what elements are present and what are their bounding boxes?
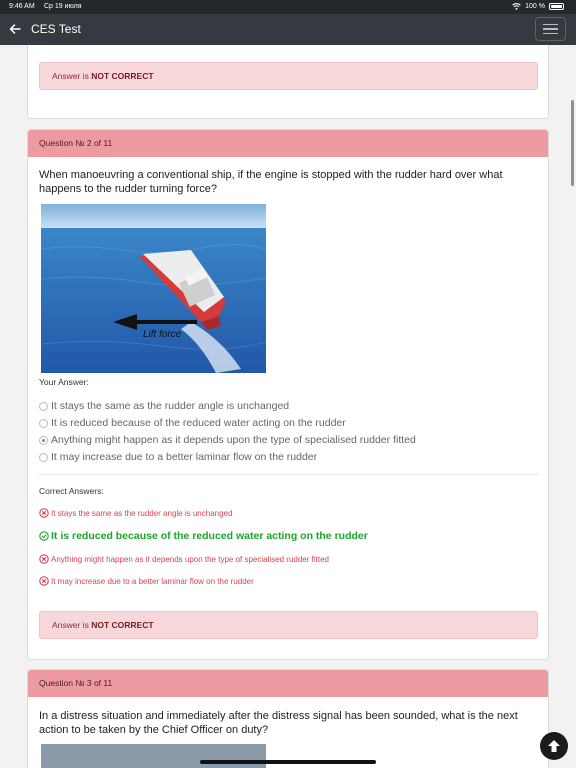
option-text: It may increase due to a better laminar flow on the rudder xyxy=(51,451,318,463)
answer-text: It is reduced because of the reduced water acting on the rudder xyxy=(51,530,368,542)
question-card-1 xyxy=(27,45,549,119)
answer-text: Anything might happen as it depends upon the type of specialised rudder fitted xyxy=(51,554,329,564)
option-2[interactable] xyxy=(39,416,346,430)
x-circle-icon xyxy=(39,554,49,564)
correct-answers-label: Correct Answers: xyxy=(39,486,104,496)
question-image xyxy=(41,744,266,768)
answer-item-wrong xyxy=(39,554,329,564)
question-text: When manoeuvring a conventional ship, if the engine is stopped with the rudder hard over what happens to the rudder turning force? xyxy=(39,169,503,195)
answer-item-correct xyxy=(39,530,368,542)
answer-text: It may increase due to a better laminar flow on the rudder xyxy=(51,576,254,586)
result-alert xyxy=(39,62,538,90)
answer-text: It stays the same as the rudder angle is unchanged xyxy=(51,508,233,518)
scrollbar[interactable] xyxy=(571,100,574,186)
x-circle-icon xyxy=(39,576,49,586)
home-indicator xyxy=(200,760,376,764)
check-circle-icon xyxy=(39,531,49,541)
option-1[interactable] xyxy=(39,399,289,413)
divider xyxy=(39,474,538,475)
back-arrow-icon[interactable] xyxy=(8,22,22,36)
option-text: It is reduced because of the reduced water acting on the rudder xyxy=(51,417,346,429)
answer-item-wrong xyxy=(39,508,232,518)
question-text: In a distress situation and immediately after the distress signal has been sounded, what is the next action to be taken by the Chief Officer on duty? xyxy=(39,710,518,736)
question-header: Question № 3 of 11 xyxy=(28,670,548,697)
top-navbar xyxy=(0,14,576,45)
ship-rudder-illustration xyxy=(41,204,266,373)
radio-button[interactable] xyxy=(39,453,48,462)
page-title: CES Test xyxy=(31,22,81,36)
hamburger-icon xyxy=(543,24,558,26)
battery-icon xyxy=(549,3,564,10)
x-circle-icon xyxy=(39,508,49,518)
radio-button[interactable] xyxy=(39,402,48,411)
result-prefix: Answer is xyxy=(52,620,92,630)
scroll-to-top-button[interactable] xyxy=(540,732,568,760)
wifi-icon xyxy=(512,3,521,10)
battery-percent: 100 % xyxy=(525,3,545,10)
answer-item-wrong xyxy=(39,576,254,586)
question-card-3 xyxy=(27,669,549,768)
question-header: Question № 2 of 11 xyxy=(28,130,548,157)
status-time: 9:46 AM xyxy=(9,3,35,10)
result-alert xyxy=(39,611,538,639)
option-4[interactable] xyxy=(39,450,317,464)
status-bar xyxy=(0,0,576,14)
option-3[interactable] xyxy=(39,433,416,447)
radio-button[interactable] xyxy=(39,419,48,428)
result-prefix: Answer is xyxy=(52,71,92,81)
menu-toggle-button[interactable] xyxy=(535,17,566,41)
status-date: Ср 19 июля xyxy=(44,3,82,10)
status-right xyxy=(512,3,564,10)
option-text: It stays the same as the rudder angle is unchanged xyxy=(51,400,290,412)
result-status: NOT CORRECT xyxy=(91,71,154,81)
radio-button-selected[interactable] xyxy=(39,436,48,445)
arrow-up-icon xyxy=(546,738,562,754)
question-card-2 xyxy=(27,129,549,660)
result-status: NOT CORRECT xyxy=(91,620,154,630)
question-image xyxy=(41,204,266,373)
option-text: Anything might happen as it depends upon the type of specialised rudder fitted xyxy=(51,434,416,446)
lift-force-label: Lift force xyxy=(143,329,182,340)
your-answer-label: Your Answer: xyxy=(39,377,89,387)
main-content[interactable] xyxy=(0,45,576,768)
